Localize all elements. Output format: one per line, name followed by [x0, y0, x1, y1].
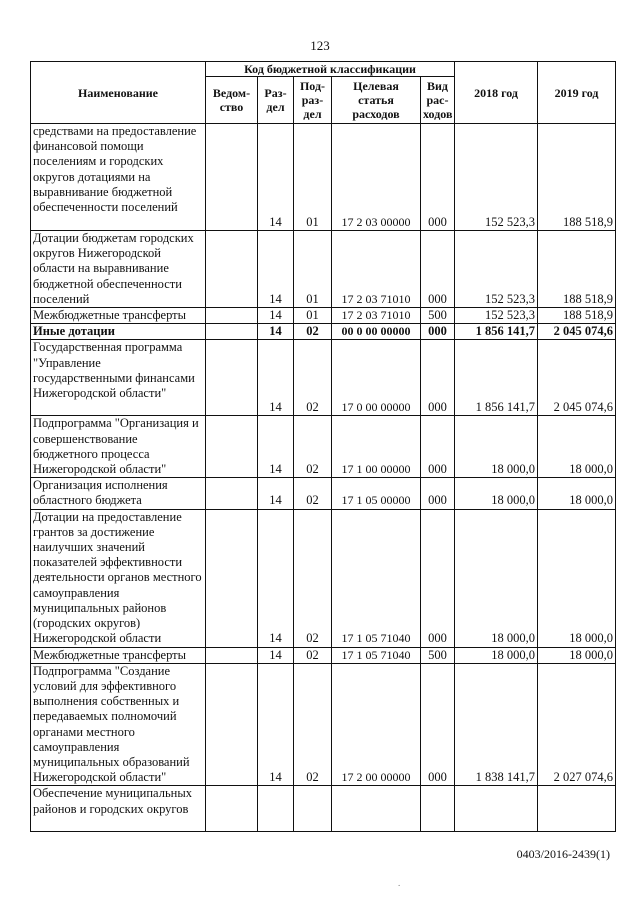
row-kind: 000 [421, 324, 455, 340]
row-section: 14 [258, 324, 294, 340]
row-name: Обеспечение муниципальных районов и городских округов [31, 786, 206, 832]
row-name: Организация исполнения областного бюджета [31, 478, 206, 509]
row-target: 17 1 00 00000 [332, 416, 421, 478]
row-kind: 000 [421, 124, 455, 231]
table-row [31, 231, 616, 308]
table-row [31, 786, 616, 832]
row-amount-2018: 18 000,0 [455, 478, 538, 509]
row-target: 17 2 03 71010 [332, 231, 421, 308]
row-amount-2018: 1 856 141,7 [455, 340, 538, 416]
row-name: Государственная программа "Управление государственными финансами Нижегородской области" [31, 340, 206, 416]
row-section [258, 786, 294, 832]
row-amount-2018: 152 523,3 [455, 124, 538, 231]
row-section: 14 [258, 478, 294, 509]
header-2018: 2018 год [455, 62, 538, 124]
header-subsection: Под-раз-дел [294, 77, 332, 124]
row-subsection: 02 [294, 647, 332, 663]
row-dept [206, 786, 258, 832]
row-section: 14 [258, 308, 294, 324]
table-row [31, 416, 616, 478]
row-amount-2018: 152 523,3 [455, 231, 538, 308]
header-target: Целевая статья расходов [332, 77, 421, 124]
row-section: 14 [258, 509, 294, 647]
header-dept: Ведом-ство [206, 77, 258, 124]
header-2019: 2019 год [538, 62, 616, 124]
row-amount-2019: 18 000,0 [538, 416, 616, 478]
row-subsection: 01 [294, 308, 332, 324]
row-kind: 000 [421, 416, 455, 478]
row-amount-2019: 2 027 074,6 [538, 663, 616, 786]
row-kind: 500 [421, 308, 455, 324]
table-row [31, 340, 616, 416]
row-section: 14 [258, 416, 294, 478]
scan-mark: . [398, 878, 401, 888]
header-kind: Вид рас-ходов [421, 77, 455, 124]
row-dept [206, 340, 258, 416]
table-row [31, 509, 616, 647]
row-target: 17 1 05 71040 [332, 647, 421, 663]
row-amount-2019 [538, 786, 616, 832]
row-dept [206, 231, 258, 308]
row-subsection: 02 [294, 340, 332, 416]
row-subsection: 02 [294, 478, 332, 509]
row-subsection: 02 [294, 663, 332, 786]
row-target: 00 0 00 00000 [332, 324, 421, 340]
table-row [31, 478, 616, 509]
table-row [31, 124, 616, 231]
row-amount-2018: 1 856 141,7 [455, 324, 538, 340]
row-dept [206, 647, 258, 663]
row-section: 14 [258, 647, 294, 663]
row-name: Подпрограмма "Организация и совершенствование бюджетного процесса Нижегородской области" [31, 416, 206, 478]
row-kind: 000 [421, 663, 455, 786]
row-amount-2018: 18 000,0 [455, 509, 538, 647]
budget-table [30, 61, 616, 832]
row-name: средствами на предоставление финансовой помощи поселениям и городских округов дотациями на выравнивание бюджетной обеспеченности поселений [31, 124, 206, 231]
row-target [332, 786, 421, 832]
row-subsection: 02 [294, 416, 332, 478]
row-name: Дотации на предоставление грантов за достижение наилучших значений показателей эффективности деятельности органов местного самоуправления муниципальных районов (городских округов) Нижегородской области [31, 509, 206, 647]
row-amount-2018: 1 838 141,7 [455, 663, 538, 786]
row-subsection: 01 [294, 231, 332, 308]
row-section: 14 [258, 663, 294, 786]
row-kind: 000 [421, 340, 455, 416]
row-kind [421, 786, 455, 832]
row-amount-2019: 188 518,9 [538, 231, 616, 308]
row-amount-2019: 18 000,0 [538, 478, 616, 509]
row-amount-2019: 2 045 074,6 [538, 340, 616, 416]
row-amount-2019: 188 518,9 [538, 308, 616, 324]
row-target: 17 1 05 00000 [332, 478, 421, 509]
row-kind: 000 [421, 231, 455, 308]
row-section: 14 [258, 340, 294, 416]
row-amount-2019: 18 000,0 [538, 509, 616, 647]
row-subsection: 02 [294, 509, 332, 647]
row-target: 17 2 00 00000 [332, 663, 421, 786]
row-dept [206, 663, 258, 786]
row-dept [206, 124, 258, 231]
document-code: 0403/2016-2439(1) [516, 847, 610, 861]
row-amount-2018 [455, 786, 538, 832]
header-name: Наименование [31, 62, 206, 124]
row-amount-2018: 18 000,0 [455, 647, 538, 663]
row-amount-2019: 188 518,9 [538, 124, 616, 231]
row-name: Иные дотации [31, 324, 206, 340]
row-name: Межбюджетные трансферты [31, 647, 206, 663]
page-number: 123 [310, 38, 330, 53]
row-target: 17 0 00 00000 [332, 340, 421, 416]
row-kind: 000 [421, 509, 455, 647]
row-kind: 500 [421, 647, 455, 663]
row-target: 17 2 03 71010 [332, 308, 421, 324]
row-amount-2018: 18 000,0 [455, 416, 538, 478]
row-dept [206, 308, 258, 324]
row-name: Межбюджетные трансферты [31, 308, 206, 324]
row-section: 14 [258, 124, 294, 231]
row-subsection [294, 786, 332, 832]
row-target: 17 1 05 71040 [332, 509, 421, 647]
row-name: Подпрограмма "Создание условий для эффективного выполнения собственных и передаваемых полномочий органами местного самоуправления муниципальных образований Нижегородской области" [31, 663, 206, 786]
header-budget-code-group: Код бюджетной классификации [206, 62, 455, 77]
table-row [31, 308, 616, 324]
row-dept [206, 509, 258, 647]
row-target: 17 2 03 00000 [332, 124, 421, 231]
table-row [31, 663, 616, 786]
row-dept [206, 416, 258, 478]
table-row [31, 647, 616, 663]
row-amount-2019: 18 000,0 [538, 647, 616, 663]
row-subsection: 01 [294, 124, 332, 231]
row-dept [206, 478, 258, 509]
row-amount-2019: 2 045 074,6 [538, 324, 616, 340]
table-row [31, 324, 616, 340]
row-kind: 000 [421, 478, 455, 509]
row-subsection: 02 [294, 324, 332, 340]
row-section: 14 [258, 231, 294, 308]
row-name: Дотации бюджетам городских округов Нижегородской области на выравнивание бюджетной обеспеченности поселений [31, 231, 206, 308]
row-dept [206, 324, 258, 340]
header-section: Раз-дел [258, 77, 294, 124]
row-amount-2018: 152 523,3 [455, 308, 538, 324]
